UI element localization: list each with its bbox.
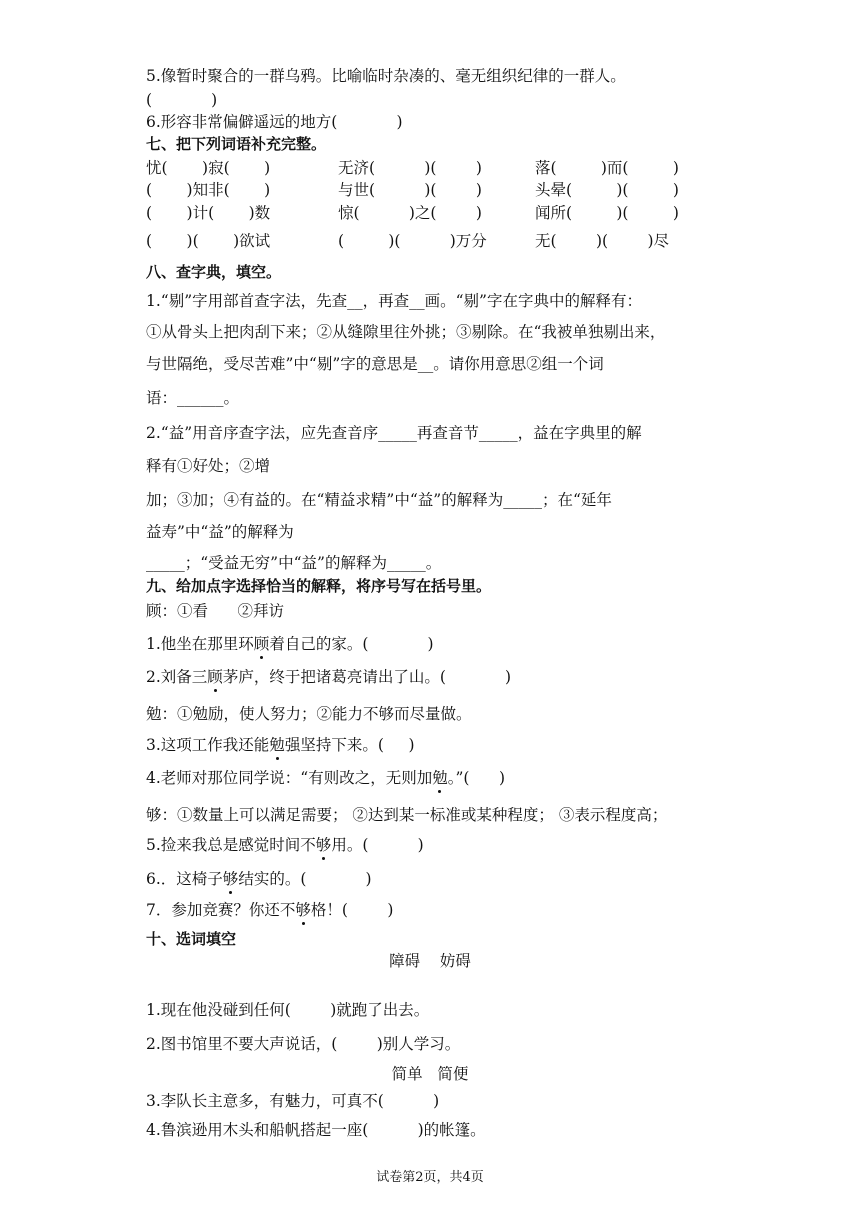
dictionary-question-1-line: 语：______。 [146, 389, 240, 407]
dictionary-question-2-line: 加；③加；④有益的。在“精益求精”中“益”的解释为_____；在“延年 [146, 491, 612, 509]
section-9-heading: 九、给加点字选择恰当的解释，将序号写在括号里。 [146, 577, 492, 595]
dotted-char: 够 [315, 836, 332, 854]
dictionary-question-2-line: 释有①好处；②增 [146, 457, 271, 475]
dictionary-question-2-line: 2.“益”用音序查字法，应先查音序_____再查音节_____，益在字典里的解 [146, 424, 642, 442]
page-footer: 试卷第2页，共4页 [376, 1170, 484, 1185]
dictionary-question-2-line: 益寿”中“益”的解释为 [146, 523, 294, 541]
idiom-cell: 头晕( )( ) [535, 181, 679, 199]
question-9-3: 3.这项工作我还能勉强坚持下来。( ) [146, 736, 415, 754]
question-10-2: 2.图书馆里不要大声说话，( )别人学习。 [146, 1035, 461, 1053]
idiom-cell: ( )( )万分 [338, 232, 487, 250]
dotted-char: 顾 [207, 668, 223, 686]
idiom-cell: 无( )( )尽 [535, 232, 670, 250]
question-9-5: 5.捡来我总是感觉时间不够用。( ) [146, 836, 424, 854]
dotted-char: 够 [222, 870, 239, 888]
idiom-cell: ( )( )欲试 [146, 232, 271, 250]
section-8-heading: 八、查字典，填空。 [146, 263, 282, 281]
dictionary-question-2-line: _____；“受益无穷”中“益”的解释为_____。 [146, 554, 442, 572]
question-10-3: 3.李队长主意多，有魅力，可真不( ) [146, 1092, 440, 1110]
definition-gou: 够：①数量上可以满足需要； ②达到某一标准或某种程度； ③表示程度高； [146, 806, 668, 824]
dictionary-question-1-line: 与世隔绝，受尽苦难”中“剔”字的意思是__。请你用意思②组一个词 [146, 355, 604, 373]
idiom-cell: 无济( )( ) [338, 159, 482, 177]
question-6-text: 6.形容非常偏僻遥远的地方( ) [146, 113, 403, 131]
idiom-cell: ( )计( )数 [146, 204, 271, 222]
dotted-char: 勉 [432, 769, 448, 787]
definition-mian: 勉：①勉励，使人努力；②能力不够而尽量做。 [146, 705, 472, 723]
word-choices-1: 障碍 妨碍 [389, 952, 471, 970]
dotted-char: 顾 [253, 635, 270, 653]
dotted-char: 够 [295, 901, 311, 919]
definition-gu: 顾：①看 ②拜访 [146, 602, 285, 620]
question-9-4: 4.老师对那位同学说：“有则改之，无则加勉。”( ) [146, 769, 506, 787]
idiom-cell: 忧( )寂( ) [146, 159, 271, 177]
idiom-cell: 与世( )( ) [338, 181, 482, 199]
dictionary-question-1-line: 1.“剔”字用部首查字法，先查__，再查__画。“剔”字在字典中的解释有： [146, 292, 642, 310]
idiom-cell: 落( )而( ) [535, 159, 679, 177]
idiom-cell: 惊( )之( ) [338, 204, 482, 222]
question-10-1: 1.现在他没碰到任何( )就跑了出去。 [146, 1001, 430, 1019]
section-10-heading: 十、选词填空 [146, 930, 237, 948]
dictionary-question-1-line: ①从骨头上把肉刮下来；②从缝隙里往外挑；③剔除。在“我被单独剔出来， [146, 323, 666, 341]
word-choices-2: 简单 简便 [391, 1065, 469, 1083]
question-5-text: 5.像暂时聚合的一群乌鸦。比喻临时杂凑的、毫无组织纪律的一群人。 [146, 67, 626, 85]
question-10-4: 4.鲁滨逊用木头和船帆搭起一座( )的帐篷。 [146, 1121, 486, 1139]
question-5-answer-blank: ( ) [146, 91, 218, 109]
section-7-heading: 七、把下列词语补充完整。 [146, 135, 327, 153]
idiom-cell: 闻所( )( ) [535, 204, 679, 222]
question-9-6: 6.．这椅子够结实的。( ) [146, 870, 372, 888]
idiom-cell: ( )知非( ) [146, 181, 271, 199]
question-9-7: 7．参加竞赛？你还不够格！( ) [146, 901, 394, 919]
question-9-2: 2.刘备三顾茅庐，终于把诸葛亮请出了山。( ) [146, 668, 512, 686]
question-9-1: 1.他坐在那里环顾着自己的家。( ) [146, 635, 434, 653]
dotted-char: 勉 [269, 736, 285, 754]
